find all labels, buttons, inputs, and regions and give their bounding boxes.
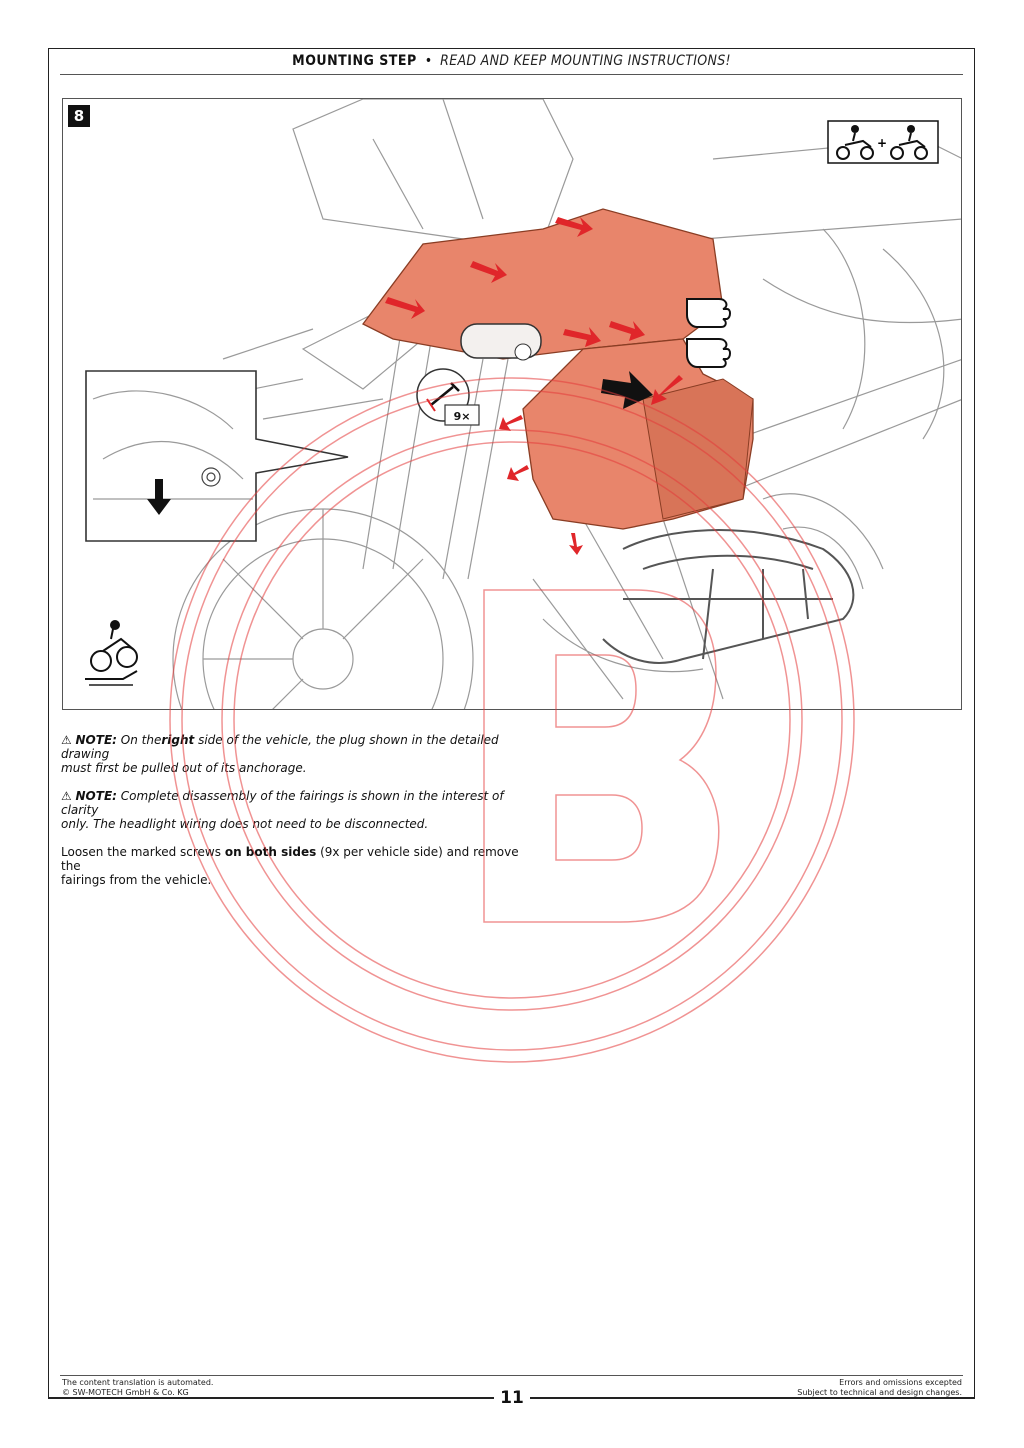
- two-motorcycles-icon: [828, 121, 938, 163]
- note-2-label: NOTE:: [75, 789, 117, 803]
- screw-count: 9×: [453, 410, 471, 423]
- footer-divider: [60, 1375, 963, 1376]
- instruction-bold: on both sides: [224, 845, 317, 859]
- mounting-illustration: [62, 98, 962, 710]
- detail-inset: [86, 371, 348, 541]
- note-1-bold: right: [161, 733, 195, 747]
- note-2-line2: only. The headlight wiring does not need to be disconnected.: [61, 817, 429, 831]
- pointing-hand-icon: [687, 299, 730, 367]
- page-header: [60, 52, 963, 75]
- svg-text:+: +: [876, 136, 888, 150]
- warning-triangle-icon: ⚠: [61, 789, 72, 803]
- note-1-label: NOTE:: [75, 733, 117, 747]
- footer-translation-note: The content translation is automated.: [62, 1378, 214, 1387]
- footer-copyright: © SW-MOTECH GmbH & Co. KG: [62, 1388, 189, 1397]
- page-number-text: 11: [494, 1388, 530, 1408]
- instruction-notes: [61, 733, 531, 901]
- note-1-line2: must first be pulled out of its anchorage.: [61, 761, 307, 775]
- motorcycle-side-icon: [85, 621, 137, 685]
- step-number-badge: 8: [68, 105, 90, 127]
- note-2: [61, 789, 531, 831]
- note-1: [61, 733, 531, 775]
- header-step-label: MOUNTING STEP: [292, 53, 417, 69]
- header-separator: •: [424, 53, 433, 69]
- instruction-text: [61, 845, 531, 887]
- motorcycle-drawing: [63, 99, 962, 710]
- note-1-pre: On the: [120, 733, 162, 747]
- screw-callout: [417, 369, 479, 425]
- instruction-pre: Loosen the marked screws: [61, 845, 222, 859]
- note-1-post: side of the vehicle, the plug shown in the detailed drawing: [61, 733, 499, 761]
- warning-triangle-icon: ⚠: [61, 733, 72, 747]
- note-2-line1: Complete disassembly of the fairings is shown in the interest of clarity: [61, 789, 504, 817]
- page-number: [0, 1388, 1024, 1408]
- instruction-post: (9x per vehicle side) and remove the: [61, 845, 519, 873]
- instruction-line2: fairings from the vehicle.: [61, 873, 212, 887]
- footer-changes-note: Subject to technical and design changes.: [797, 1388, 962, 1397]
- fairing-highlight: [363, 209, 753, 529]
- footer-errors-note: Errors and omissions excepted: [839, 1378, 962, 1387]
- header-instruction: READ AND KEEP MOUNTING INSTRUCTIONS!: [440, 53, 731, 69]
